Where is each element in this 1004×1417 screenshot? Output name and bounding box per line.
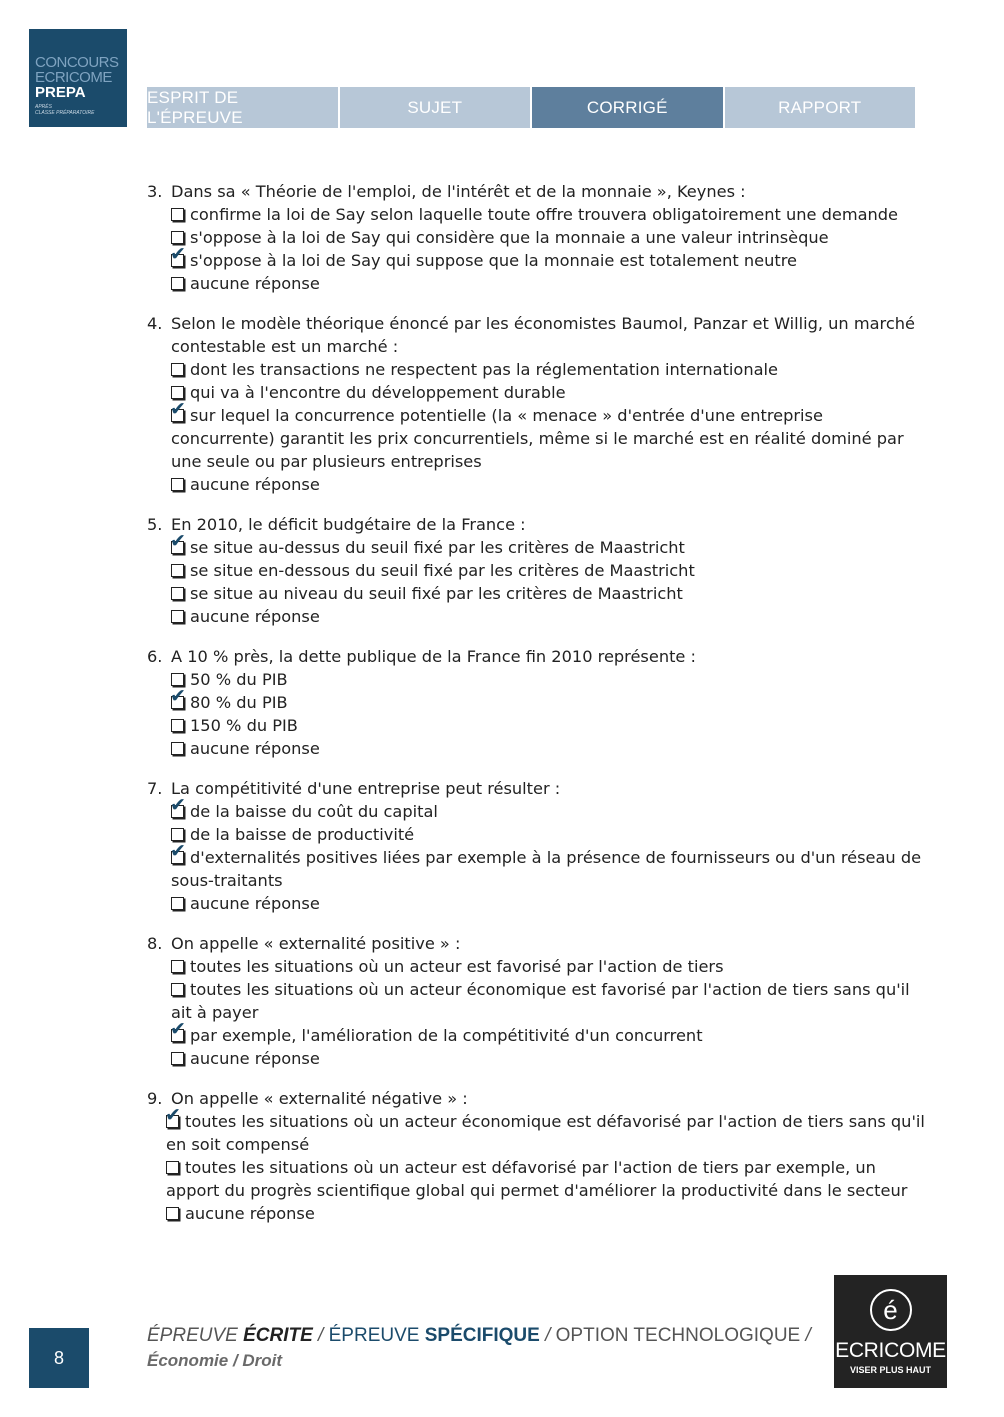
checkbox-icon[interactable] (171, 719, 184, 732)
answer-option[interactable] (147, 1018, 927, 1047)
answer-option[interactable] (147, 1047, 927, 1070)
answer-option-label: dont les transactions ne respectent pas la réglementation internationale (190, 360, 778, 379)
question-header (147, 645, 927, 668)
answer-option-label: d'externalités positives liées par exemple à la présence de fournisseurs ou d'un réseau de sous-traitants (171, 848, 922, 890)
checkmark-icon: ✔ (170, 840, 186, 862)
question (147, 777, 927, 915)
checked-box-icon[interactable] (170, 243, 186, 267)
answer-option-label: s'oppose à la loi de Say qui suppose que la monnaie est totalement neutre (190, 251, 797, 270)
checkbox-icon[interactable] (171, 960, 184, 973)
questions-list (147, 180, 927, 1242)
checkbox-icon[interactable] (171, 564, 184, 577)
answer-option[interactable] (147, 737, 927, 760)
checked-box-icon[interactable] (170, 530, 186, 554)
concours-ecricome-logo (29, 29, 127, 127)
question-number: 9. (147, 1089, 163, 1108)
answer-option[interactable] (147, 1104, 927, 1156)
tab-sujet[interactable]: SUJET (340, 87, 531, 128)
answer-option[interactable] (147, 582, 927, 605)
footer-sep-2: / (539, 1325, 556, 1346)
answer-option-label: de la baisse de productivité (190, 825, 415, 844)
checkmark-icon: ✔ (170, 530, 186, 552)
answer-option[interactable] (147, 1202, 927, 1225)
question-number: 6. (147, 647, 163, 666)
footer-subject: Économie / Droit (147, 1351, 283, 1370)
question-header (147, 312, 927, 358)
answer-option-label: aucune réponse (190, 894, 320, 913)
answer-option-label: toutes les situations où un acteur économique est défavorisé par l'action de tiers sans qu'il en soit compensé (166, 1112, 925, 1154)
checkbox-icon[interactable] (171, 363, 184, 376)
checkbox-icon[interactable] (166, 1161, 179, 1174)
answer-option-label: se situe au-dessus du seuil fixé par les critères de Maastricht (190, 538, 685, 557)
footer-sep-3: / (800, 1325, 811, 1346)
checkmark-icon: ✔ (170, 685, 186, 707)
answer-option[interactable] (147, 203, 927, 226)
answer-option[interactable] (147, 794, 927, 823)
answer-option-label: par exemple, l'amélioration de la compétitivité d'un concurrent (190, 1026, 703, 1045)
answer-option-label: aucune réponse (190, 607, 320, 626)
answer-option-label: 150 % du PIB (190, 716, 298, 735)
question (147, 645, 927, 760)
answer-option[interactable] (147, 473, 927, 496)
answer-option[interactable] (147, 530, 927, 559)
question-header (147, 180, 927, 203)
checkbox-icon[interactable] (166, 1207, 179, 1220)
checkbox-icon[interactable] (171, 587, 184, 600)
logo-line-apres (35, 104, 122, 116)
answer-option-label: aucune réponse (185, 1204, 315, 1223)
footer-epreuve-2: ÉPREUVE (328, 1325, 420, 1346)
question-number: 5. (147, 515, 163, 534)
answer-option[interactable] (147, 978, 927, 1024)
checkmark-icon: ✔ (170, 243, 186, 265)
answer-option-label: aucune réponse (190, 739, 320, 758)
page-number: 8 (29, 1328, 89, 1388)
answer-option[interactable] (147, 226, 927, 249)
footer-specifique: SPÉCIFIQUE (424, 1325, 540, 1346)
answer-option-label: sur lequel la concurrence potentielle (la « menace » d'entrée d'une entreprise concurrente) garantit les prix concurrentiels, même si le marché est en réalité dominé par une seule ou par plusieurs entreprises (171, 406, 904, 471)
footer-epreuve: ÉPREUVE (147, 1325, 238, 1346)
checkbox-icon[interactable] (171, 277, 184, 290)
checkmark-icon: ✔ (170, 398, 186, 420)
answer-option[interactable] (147, 559, 927, 582)
ecricome-brand-logo (834, 1275, 947, 1388)
question-header (147, 513, 927, 536)
question (147, 513, 927, 628)
checkmark-icon: ✔ (170, 1018, 186, 1040)
answer-option-label: se situe au niveau du seuil fixé par les critères de Maastricht (190, 584, 683, 603)
answer-option[interactable] (147, 955, 927, 978)
answer-option[interactable] (147, 243, 927, 272)
checked-box-icon[interactable] (170, 840, 186, 864)
question-header (147, 777, 927, 800)
tab-corrige[interactable]: CORRIGÉ (532, 87, 723, 128)
checked-box-icon[interactable] (170, 398, 186, 422)
brand-tagline: VISER PLUS HAUT (849, 1365, 931, 1375)
tab-rapport[interactable]: RAPPORT (725, 87, 916, 128)
tab-esprit[interactable]: ESPRIT DE L'ÉPREUVE (147, 87, 338, 128)
answer-option-label: se situe en-dessous du seuil fixé par les critères de Maastricht (190, 561, 695, 580)
logo-classe: CLASSE PRÉPARATOIRE (35, 110, 95, 116)
answer-option-label: aucune réponse (190, 475, 320, 494)
question-number: 3. (147, 182, 163, 201)
question-number: 8. (147, 934, 163, 953)
checkbox-icon[interactable] (171, 1052, 184, 1065)
answer-option[interactable] (147, 685, 927, 714)
answer-option[interactable] (147, 892, 927, 915)
footer-caption (147, 1325, 811, 1371)
question-header (147, 1087, 927, 1110)
checkbox-icon[interactable] (171, 897, 184, 910)
footer-exam-line (147, 1325, 811, 1347)
checkbox-icon[interactable] (171, 478, 184, 491)
checked-box-icon[interactable] (165, 1104, 181, 1128)
answer-option-label: aucune réponse (190, 274, 320, 293)
answer-option-label: toutes les situations où un acteur économique est favorisé par l'action de tiers sans qu'il ait à payer (171, 980, 910, 1022)
question-text: Dans sa « Théorie de l'emploi, de l'intérêt et de la monnaie », Keynes : (171, 182, 746, 201)
section-tabs (147, 87, 915, 128)
question (147, 1087, 927, 1225)
checkbox-icon[interactable] (171, 610, 184, 623)
answer-option[interactable] (147, 358, 927, 381)
answer-option-label: s'oppose à la loi de Say qui considère que la monnaie a une valeur intrinsèque (190, 228, 829, 247)
answer-option[interactable] (147, 1156, 927, 1202)
answer-option[interactable] (147, 605, 927, 628)
question-number: 4. (147, 314, 163, 333)
answer-option[interactable] (147, 714, 927, 737)
checked-box-icon[interactable] (170, 794, 186, 818)
answer-option-label: toutes les situations où un acteur est favorisé par l'action de tiers (190, 957, 724, 976)
answer-option[interactable] (147, 668, 927, 691)
question-text: La compétitivité d'une entreprise peut résulter : (171, 779, 561, 798)
checkbox-icon[interactable] (171, 208, 184, 221)
checkmark-icon: ✔ (170, 794, 186, 816)
question-text: On appelle « externalité négative » : (171, 1089, 468, 1108)
question-text: En 2010, le déficit budgétaire de la France : (171, 515, 526, 534)
checked-box-icon[interactable] (170, 685, 186, 709)
question (147, 312, 927, 496)
question-text: A 10 % près, la dette publique de la France fin 2010 représente : (171, 647, 696, 666)
question-text: Selon le modèle théorique énoncé par les économistes Baumol, Panzar et Willig, un marché contestable est un marché : (171, 314, 915, 356)
brand-name: ECRICOME (835, 1339, 946, 1362)
answer-option-label: 50 % du PIB (190, 670, 288, 689)
answer-option-label: qui va à l'encontre du développement durable (190, 383, 566, 402)
answer-option-label: aucune réponse (190, 1049, 320, 1068)
answer-option-label: confirme la loi de Say selon laquelle toute offre trouvera obligatoirement une demande (190, 205, 899, 224)
footer-option: OPTION TECHNOLOGIQUE (555, 1325, 801, 1346)
logo-line-concours: CONCOURS (35, 54, 119, 71)
logo-line-ecricome: ECRICOME (35, 69, 112, 86)
answer-option[interactable] (147, 823, 927, 846)
answer-option[interactable] (147, 272, 927, 295)
answer-option[interactable] (147, 398, 927, 473)
checkbox-icon[interactable] (171, 983, 184, 996)
question (147, 180, 927, 295)
checkbox-icon[interactable] (171, 742, 184, 755)
question-text: On appelle « externalité positive » : (171, 934, 461, 953)
answer-option-label: 80 % du PIB (190, 693, 288, 712)
footer-sep-1: / (312, 1325, 329, 1346)
logo-line-prepa: PREPA (35, 84, 86, 101)
question (147, 932, 927, 1070)
answer-option[interactable] (147, 381, 927, 404)
answer-option[interactable] (147, 840, 927, 892)
logo-apres: APRÈS (35, 104, 52, 110)
question-header (147, 932, 927, 955)
footer-ecrite: ÉCRITE (243, 1325, 313, 1346)
checked-box-icon[interactable] (170, 1018, 186, 1042)
answer-option-label: de la baisse du coût du capital (190, 802, 438, 821)
answer-option-label: toutes les situations où un acteur est défavorisé par l'action de tiers par exemple, un apport du progrès scientifique global qui permet d'améliorer la productivité dans le secteur (166, 1158, 908, 1200)
checkmark-icon: ✔ (165, 1104, 181, 1126)
ecricome-emblem-icon: é (870, 1289, 912, 1331)
question-number: 7. (147, 779, 163, 798)
